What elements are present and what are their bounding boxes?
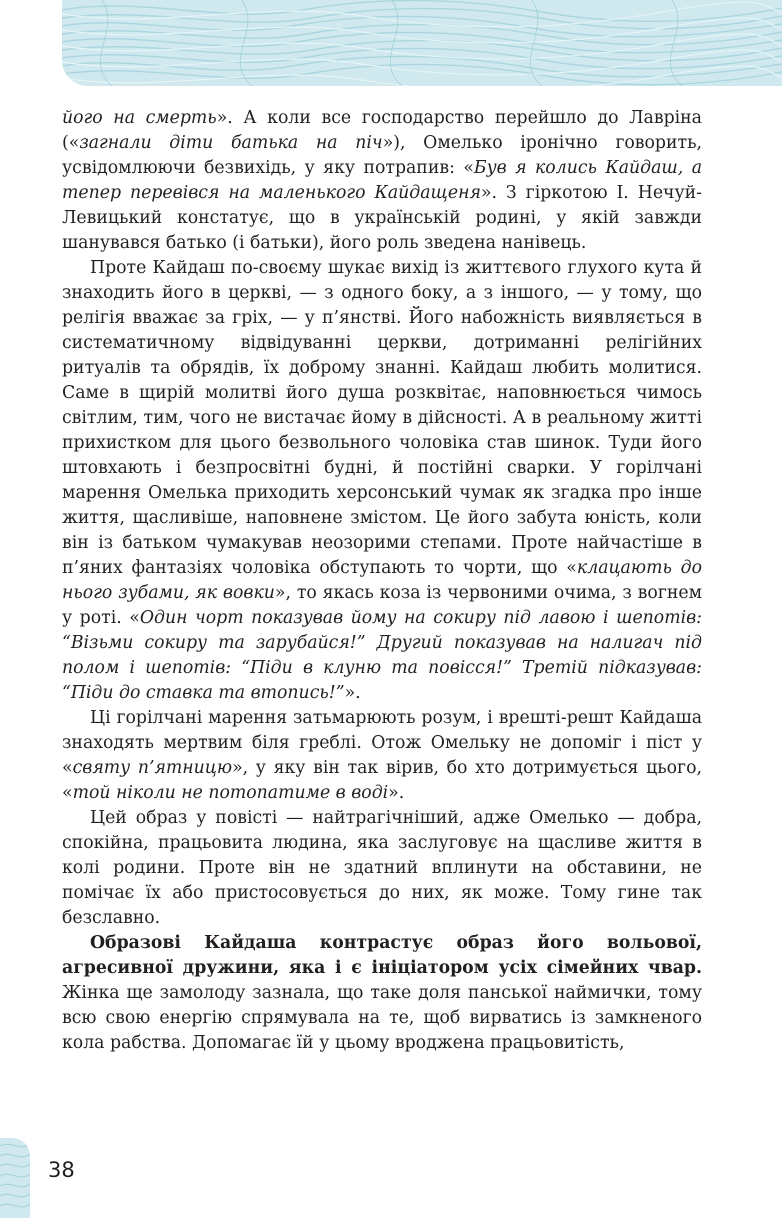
paragraph [62, 931, 702, 1056]
wave-pattern-image [62, 0, 782, 86]
decorative-wave-strip [0, 1138, 30, 1218]
text-run: », то якась коза із червоними очима, з вогнем у роті. « [62, 583, 703, 628]
paragraph [62, 256, 702, 706]
quote-italic: той ніколи не потопатиме в воді [72, 783, 389, 803]
article-text [62, 106, 702, 1056]
text-run: »), Омелько іронічно говорить, усвідомлюючи безвихідь, у яку потрапив: « [62, 133, 702, 178]
quote-italic: загнали діти батька на піч [79, 133, 383, 153]
decorative-wave-banner [62, 0, 782, 86]
text-run: Жінка ще замолоду зазнала, що таке доля панської наймички, тому всю свою енергію спрямувала на те, щоб вирватись із замкненого кола рабства. Допомагає їй у цьому вроджена працьовитість, [62, 983, 702, 1053]
paragraph [62, 106, 702, 256]
text-run: Проте Кайдаш по-своєму шукає вихід із життєвого глухого кута й знаходить його в церкві, — з одного боку, а з іншого, — у тому, що релігія вважає за гріх, — у п’янстві. Його набожність виявляється в систематичному відвідуванні церкви, дотриманні релігійних ритуалів та обрядів, їх доброму знанні. Кайдаш любить молитися. Саме в щирій молитві його душа розквітає, наповнюється чимось світлим, тим, чого не вистачає йому в дійсності. А в реальному житті прихистком для цього безвольного чоловіка став шинок. Туди його штовхають і безпросвітні будні, й постійні сварки. У горілчані марення Омелька приходить херсонський чумак як згадка про інше життя, щасливіше, наповнене змістом. Це його забута юність, коли він із батьком чумакував неозорими степами. Проте найчастіше в п’яних фантазіях чоловіка обступають то чорти, що « [62, 258, 702, 578]
paragraph [62, 806, 702, 931]
text-run: Цей образ у повісті — найтрагічніший, адже Омелько — добра, спокійна, працьовита людина, яка заслуговує на щасливе життя в колі родини. Проте він не здатний вплинути на обставини, не помічає їх або пристосовується до них, як може. Тому гине так безславно. [62, 808, 702, 928]
paragraph [62, 706, 702, 806]
quote-italic: його на смерть [62, 108, 217, 128]
text-run: ». [388, 783, 405, 803]
quote-italic: Один чорт показував йому на сокиру під лавою і шепотів: “Візьми сокиру та зарубайся!” Другий показував на налигач під полом і шепотів: “Піди в клуню та повісся!” Третій підказував: “Піди до ставка та втопись!” [62, 608, 702, 703]
quote-italic: клацають до нього зубами, як вовки [62, 558, 702, 603]
text-run: ». А коли все господарство перейшло до Лавріна (« [62, 108, 702, 153]
quote-italic: Був я колись Кайдаш, а тепер перевівся на маленького Кайдащеня [62, 158, 703, 203]
text-run: ». З гіркотою І. Нечуй-Левицький констатує, що в українській родині, у якій завжди шанувався батько (і батьки), його роль зведена нанівець. [62, 183, 703, 253]
page-number: 38 [48, 1158, 75, 1182]
text-run: Ці горілчані марення затьмарюють розум, і врешті-решт Кайдаша знаходять мертвим біля греблі. Отож Омельку не допоміг і піст у « [62, 708, 702, 778]
quote-italic: святу п’ятницю [72, 758, 233, 778]
wave-strip-image [0, 1138, 30, 1218]
text-run: », у яку він так вірив, бо хто дотримується цього, « [62, 758, 702, 803]
text-run: ». [344, 683, 361, 703]
bold-statement: Образові Кайдаша контрастує образ його вольової, агресивної дружини, яка і є ініціатором усіх сімейних чвар. [62, 933, 702, 978]
